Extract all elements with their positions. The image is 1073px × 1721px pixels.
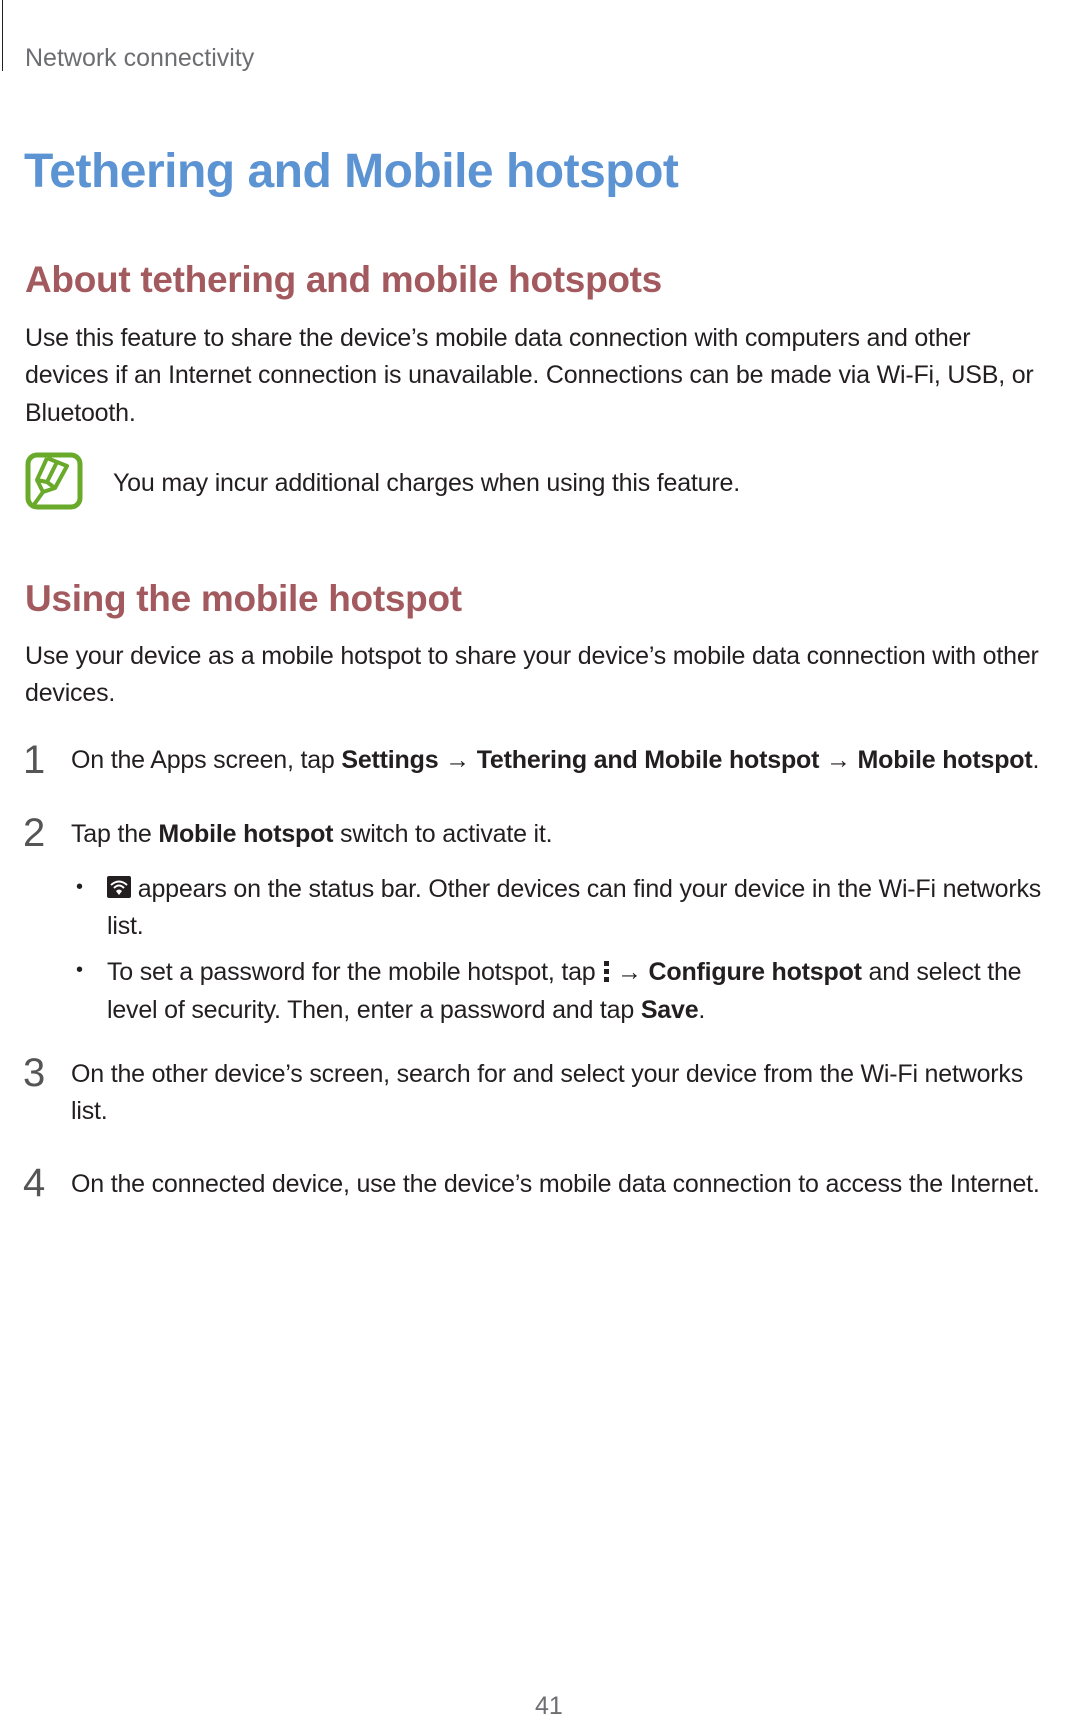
step-2-text: Tap the Mobile hotspot switch to activate it. bbox=[71, 820, 553, 848]
bullet-1-line: list. bbox=[107, 912, 144, 940]
bullet-1-line: appears on the status bar. Other devices can find your device in the Wi-Fi networks bbox=[107, 874, 1041, 904]
more-options-icon bbox=[602, 959, 610, 985]
step-number: 4 bbox=[23, 1161, 46, 1205]
about-line: Use this feature to share the device’s mobile data connection with computers and other bbox=[25, 324, 971, 352]
step-3-text: On the other device’s screen, search for and select your device from the Wi-Fi networks bbox=[71, 1060, 1023, 1088]
bullet-2-line: level of security. Then, enter a password and tap Save. bbox=[107, 996, 706, 1024]
about-line: Bluetooth. bbox=[25, 399, 136, 427]
about-line: devices if an Internet connection is unavailable. Connections can be made via Wi-Fi, USB, or bbox=[25, 361, 1034, 389]
note-text: You may incur additional charges when using this feature. bbox=[113, 469, 740, 497]
using-line: Use your device as a mobile hotspot to share your device’s mobile data connection with other bbox=[25, 642, 1039, 670]
page-number: 41 bbox=[535, 1692, 563, 1720]
step-4-text: On the connected device, use the device’s mobile data connection to access the Internet. bbox=[71, 1170, 1040, 1198]
hotspot-status-icon bbox=[107, 876, 131, 898]
page-title: Tethering and Mobile hotspot bbox=[24, 145, 679, 198]
section-header: Network connectivity bbox=[25, 44, 255, 72]
heading-about: About tethering and mobile hotspots bbox=[25, 259, 662, 300]
step-number: 1 bbox=[23, 738, 46, 782]
bullet-2-line: To set a password for the mobile hotspot, tap → Configure hotspot and select the bbox=[107, 958, 1022, 986]
step-number: 3 bbox=[23, 1051, 46, 1095]
step-1-text: On the Apps screen, tap Settings → Tethering and Mobile hotspot → Mobile hotspot. bbox=[71, 746, 1040, 774]
heading-using: Using the mobile hotspot bbox=[25, 578, 462, 619]
bullet: • bbox=[76, 876, 84, 898]
using-line: devices. bbox=[25, 679, 116, 707]
note-pencil-icon bbox=[25, 452, 83, 510]
bullet: • bbox=[76, 959, 84, 981]
step-number: 2 bbox=[23, 811, 46, 855]
margin-rule bbox=[2, 0, 3, 71]
step-3-text: list. bbox=[71, 1097, 108, 1125]
